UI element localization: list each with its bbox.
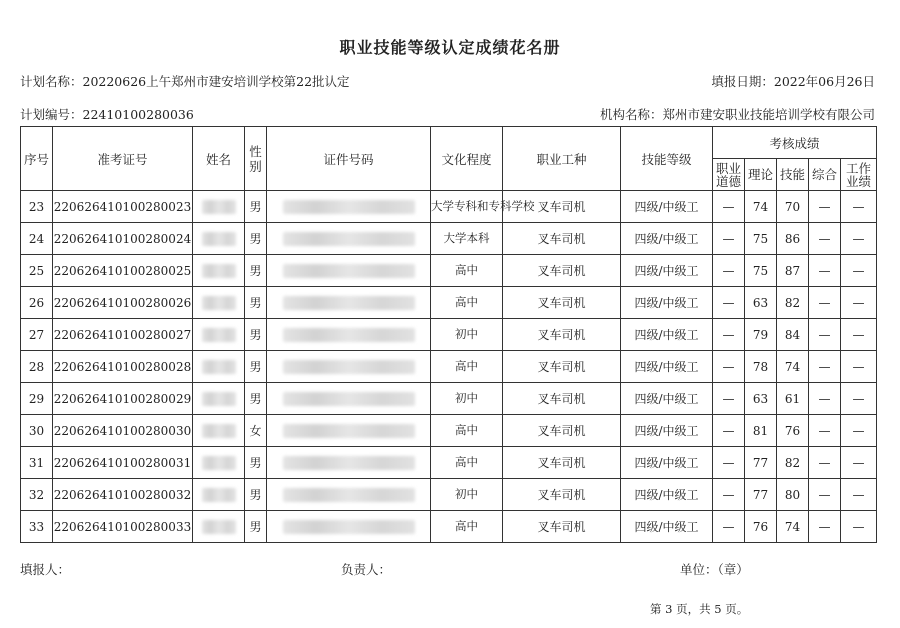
cell-education: 高中 (431, 351, 503, 383)
cell-name-redacted (193, 191, 245, 223)
cell-id-redacted (267, 191, 431, 223)
cell-theory: 77 (745, 447, 777, 479)
cell-skill: 80 (777, 479, 809, 511)
cell-ethics: — (713, 287, 745, 319)
cell-skill-level: 四级/中级工 (621, 319, 713, 351)
cell-exam-no: 220626410100280023 (53, 191, 193, 223)
cell-seq: 25 (21, 255, 53, 287)
table-row (21, 255, 877, 287)
table-row (21, 383, 877, 415)
redaction-blur (202, 392, 236, 406)
cell-seq: 24 (21, 223, 53, 255)
redaction-blur (202, 200, 236, 214)
cell-occupation: 叉车司机 (503, 191, 621, 223)
cell-seq: 23 (21, 191, 53, 223)
redaction-blur (283, 424, 415, 438)
cell-exam-no: 220626410100280028 (53, 351, 193, 383)
cell-performance: — (841, 511, 877, 543)
cell-exam-no: 220626410100280024 (53, 223, 193, 255)
redaction-blur (283, 328, 415, 342)
cell-seq: 29 (21, 383, 53, 415)
table-row (21, 319, 877, 351)
cell-skill-level: 四级/中级工 (621, 191, 713, 223)
cell-ethics: — (713, 511, 745, 543)
cell-skill-level: 四级/中级工 (621, 511, 713, 543)
table-row (21, 479, 877, 511)
organization-name: 机构名称：郑州市建安职业技能培训学校有限公司 (599, 107, 875, 122)
header-performance: 工作业绩 (841, 159, 877, 191)
cell-performance: — (841, 287, 877, 319)
roster-body (21, 191, 877, 543)
redaction-blur (202, 488, 236, 502)
redaction-blur (283, 488, 415, 502)
page-indicator: 第 3 页，共 5 页。 (650, 602, 749, 616)
cell-skill-level: 四级/中级工 (621, 287, 713, 319)
cell-skill: 70 (777, 191, 809, 223)
cell-theory: 81 (745, 415, 777, 447)
cell-id-redacted (267, 319, 431, 351)
footer-unit-label: 单位：（章） (680, 562, 749, 577)
header-exam-no: 准考证号 (53, 127, 193, 191)
cell-skill: 82 (777, 447, 809, 479)
cell-id-redacted (267, 223, 431, 255)
cell-education: 高中 (431, 511, 503, 543)
cell-comprehensive: — (809, 511, 841, 543)
cell-skill-level: 四级/中级工 (621, 479, 713, 511)
header-name: 姓名 (193, 127, 245, 191)
score-roster-table (20, 126, 877, 543)
redaction-blur (202, 520, 236, 534)
cell-performance: — (841, 191, 877, 223)
cell-skill: 86 (777, 223, 809, 255)
cell-occupation: 叉车司机 (503, 511, 621, 543)
header-comprehensive: 综合 (809, 159, 841, 191)
cell-ethics: — (713, 415, 745, 447)
header-seq: 序号 (21, 127, 53, 191)
header-skill: 技能 (777, 159, 809, 191)
cell-theory: 76 (745, 511, 777, 543)
cell-comprehensive: — (809, 223, 841, 255)
redaction-blur (202, 424, 236, 438)
cell-occupation: 叉车司机 (503, 319, 621, 351)
cell-gender: 男 (245, 351, 267, 383)
cell-seq: 33 (21, 511, 53, 543)
footer-filler-label: 填报人： (20, 562, 71, 577)
header-gender: 性别 (245, 127, 267, 191)
table-row (21, 415, 877, 447)
cell-seq: 26 (21, 287, 53, 319)
redaction-blur (202, 296, 236, 310)
redaction-blur (202, 360, 236, 374)
cell-ethics: — (713, 383, 745, 415)
cell-gender: 男 (245, 511, 267, 543)
cell-skill-level: 四级/中级工 (621, 415, 713, 447)
cell-theory: 63 (745, 287, 777, 319)
cell-gender: 男 (245, 191, 267, 223)
cell-comprehensive: — (809, 319, 841, 351)
cell-education: 初中 (431, 319, 503, 351)
cell-comprehensive: — (809, 287, 841, 319)
cell-skill-level: 四级/中级工 (621, 447, 713, 479)
cell-performance: — (841, 255, 877, 287)
cell-theory: 75 (745, 223, 777, 255)
cell-name-redacted (193, 415, 245, 447)
cell-id-redacted (267, 479, 431, 511)
cell-ethics: — (713, 191, 745, 223)
cell-name-redacted (193, 447, 245, 479)
cell-theory: 78 (745, 351, 777, 383)
cell-ethics: — (713, 319, 745, 351)
cell-performance: — (841, 351, 877, 383)
footer-manager-label: 负责人： (341, 562, 392, 577)
cell-theory: 79 (745, 319, 777, 351)
cell-gender: 男 (245, 383, 267, 415)
cell-exam-no: 220626410100280026 (53, 287, 193, 319)
cell-performance: — (841, 383, 877, 415)
plan-number: 计划编号：22410100280036 (20, 107, 194, 122)
header-theory: 理论 (745, 159, 777, 191)
cell-gender: 男 (245, 223, 267, 255)
cell-name-redacted (193, 223, 245, 255)
cell-skill: 61 (777, 383, 809, 415)
redaction-blur (283, 232, 415, 246)
cell-performance: — (841, 415, 877, 447)
cell-occupation: 叉车司机 (503, 287, 621, 319)
cell-exam-no: 220626410100280031 (53, 447, 193, 479)
cell-ethics: — (713, 223, 745, 255)
cell-skill-level: 四级/中级工 (621, 383, 713, 415)
cell-ethics: — (713, 479, 745, 511)
page-title: 职业技能等级认定成绩花名册 (339, 38, 561, 57)
cell-education: 初中 (431, 479, 503, 511)
header-ethics: 职业道德 (713, 159, 745, 191)
cell-education: 初中 (431, 383, 503, 415)
cell-id-redacted (267, 255, 431, 287)
redaction-blur (202, 328, 236, 342)
cell-exam-no: 220626410100280033 (53, 511, 193, 543)
cell-skill-level: 四级/中级工 (621, 255, 713, 287)
cell-skill: 82 (777, 287, 809, 319)
cell-exam-no: 220626410100280027 (53, 319, 193, 351)
cell-id-redacted (267, 351, 431, 383)
cell-skill: 74 (777, 511, 809, 543)
cell-performance: — (841, 319, 877, 351)
cell-seq: 28 (21, 351, 53, 383)
cell-name-redacted (193, 319, 245, 351)
cell-name-redacted (193, 287, 245, 319)
header-occupation: 职业工种 (503, 127, 621, 191)
cell-name-redacted (193, 255, 245, 287)
cell-occupation: 叉车司机 (503, 447, 621, 479)
cell-exam-no: 220626410100280032 (53, 479, 193, 511)
cell-exam-no: 220626410100280030 (53, 415, 193, 447)
cell-comprehensive: — (809, 191, 841, 223)
cell-comprehensive: — (809, 351, 841, 383)
cell-comprehensive: — (809, 383, 841, 415)
cell-ethics: — (713, 351, 745, 383)
header-scores-group: 考核成绩 (713, 127, 877, 159)
redaction-blur (202, 264, 236, 278)
redaction-blur (283, 264, 415, 278)
table-row (21, 191, 877, 223)
cell-theory: 75 (745, 255, 777, 287)
cell-gender: 男 (245, 255, 267, 287)
cell-ethics: — (713, 255, 745, 287)
cell-seq: 27 (21, 319, 53, 351)
cell-skill-level: 四级/中级工 (621, 223, 713, 255)
cell-occupation: 叉车司机 (503, 383, 621, 415)
cell-seq: 32 (21, 479, 53, 511)
table-row (21, 511, 877, 543)
table-row (21, 287, 877, 319)
cell-skill: 87 (777, 255, 809, 287)
cell-skill-level: 四级/中级工 (621, 351, 713, 383)
table-row (21, 351, 877, 383)
cell-name-redacted (193, 383, 245, 415)
cell-theory: 74 (745, 191, 777, 223)
redaction-blur (202, 232, 236, 246)
redaction-blur (283, 360, 415, 374)
cell-comprehensive: — (809, 479, 841, 511)
cell-education: 高中 (431, 447, 503, 479)
cell-skill: 84 (777, 319, 809, 351)
redaction-blur (283, 392, 415, 406)
cell-occupation: 叉车司机 (503, 223, 621, 255)
cell-name-redacted (193, 511, 245, 543)
cell-occupation: 叉车司机 (503, 351, 621, 383)
cell-performance: — (841, 223, 877, 255)
cell-id-redacted (267, 447, 431, 479)
plan-name: 计划名称：20220626上午郑州市建安培训学校第22批认定 (20, 74, 350, 89)
cell-id-redacted (267, 511, 431, 543)
redaction-blur (283, 200, 415, 214)
cell-theory: 63 (745, 383, 777, 415)
cell-skill: 76 (777, 415, 809, 447)
cell-comprehensive: — (809, 447, 841, 479)
table-row (21, 447, 877, 479)
cell-occupation: 叉车司机 (503, 415, 621, 447)
cell-education: 大学专科和专科学校 (431, 191, 503, 223)
header-skill-level: 技能等级 (621, 127, 713, 191)
cell-name-redacted (193, 479, 245, 511)
redaction-blur (283, 456, 415, 470)
cell-occupation: 叉车司机 (503, 255, 621, 287)
cell-id-redacted (267, 415, 431, 447)
table-row (21, 223, 877, 255)
cell-theory: 77 (745, 479, 777, 511)
redaction-blur (283, 296, 415, 310)
cell-gender: 男 (245, 479, 267, 511)
cell-ethics: — (713, 447, 745, 479)
cell-seq: 30 (21, 415, 53, 447)
cell-seq: 31 (21, 447, 53, 479)
cell-id-redacted (267, 383, 431, 415)
cell-performance: — (841, 447, 877, 479)
header-id-no: 证件号码 (267, 127, 431, 191)
cell-education: 大学本科 (431, 223, 503, 255)
cell-gender: 男 (245, 319, 267, 351)
cell-comprehensive: — (809, 255, 841, 287)
cell-skill: 74 (777, 351, 809, 383)
fill-date: 填报日期：2022年06月26日 (711, 74, 875, 89)
cell-education: 高中 (431, 415, 503, 447)
header-education: 文化程度 (431, 127, 503, 191)
cell-gender: 男 (245, 447, 267, 479)
cell-exam-no: 220626410100280025 (53, 255, 193, 287)
cell-id-redacted (267, 287, 431, 319)
cell-education: 高中 (431, 287, 503, 319)
cell-name-redacted (193, 351, 245, 383)
cell-performance: — (841, 479, 877, 511)
cell-gender: 女 (245, 415, 267, 447)
redaction-blur (283, 520, 415, 534)
redaction-blur (202, 456, 236, 470)
cell-gender: 男 (245, 287, 267, 319)
cell-occupation: 叉车司机 (503, 479, 621, 511)
cell-exam-no: 220626410100280029 (53, 383, 193, 415)
cell-comprehensive: — (809, 415, 841, 447)
cell-education: 高中 (431, 255, 503, 287)
